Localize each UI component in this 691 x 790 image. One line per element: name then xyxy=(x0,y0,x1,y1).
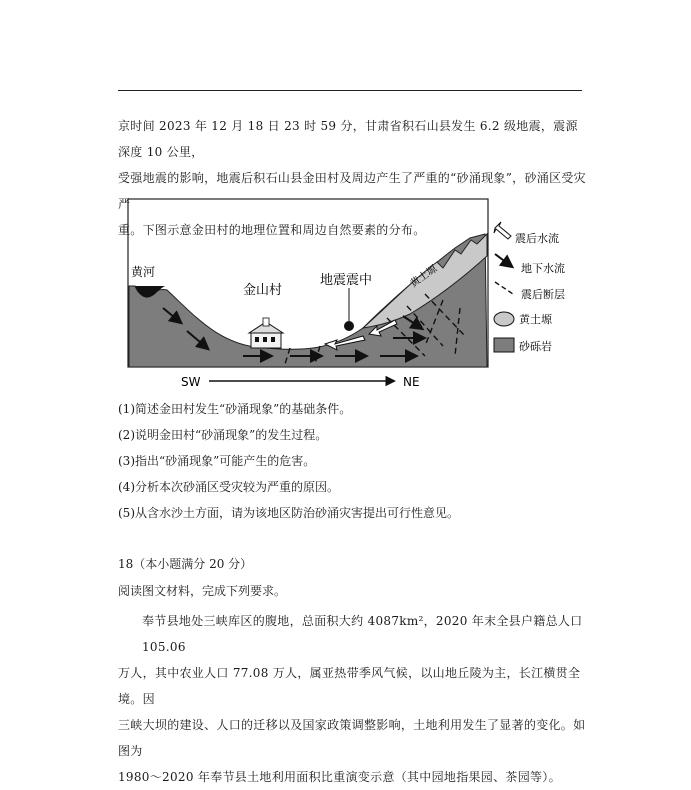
legend-label: 震后断层 xyxy=(521,288,565,301)
passage-line: 1980～2020 年奉节县土地利用面积比重演变示意（其中园地指果园、茶园等）。 xyxy=(118,770,561,784)
epicenter-dot-icon xyxy=(344,321,354,331)
section-instruction: 阅读图文材料，完成下列要求。 xyxy=(118,584,287,598)
village-building-icon xyxy=(249,318,283,348)
question-item: (1)简述金田村发生“砂涌现象”的基础条件。 xyxy=(118,402,352,416)
passage-line: 万人，其中农业人口 77.08 万人，属亚热带季风气候，以山地丘陵为主，长江横贯全境。因 xyxy=(118,666,581,706)
loess-slope-label: 黄土塬 xyxy=(408,263,440,290)
intro-line: 重。下图示意金田村的地理位置和周边自然要素的分布。 xyxy=(118,223,426,237)
dashed-line-icon xyxy=(495,282,513,294)
village-label: 金山村 xyxy=(243,283,283,298)
legend-item-post-quake-flow xyxy=(494,222,559,245)
legend-item-gravel xyxy=(494,338,552,353)
solid-arrow-icon xyxy=(495,254,511,266)
dark-box-icon xyxy=(494,338,514,352)
river-label: 黄河 xyxy=(131,265,156,279)
intro-line: 京时间 2023 年 12 月 18 日 23 时 59 分，甘肃省积石山县发生 6.2 级地震，震源深度 10 公里， xyxy=(118,119,578,159)
epicenter-label: 地震震中 xyxy=(320,273,373,288)
passage-line: 三峡大坝的建设、人口的迁移以及国家政策调整影响，土地利用发生了显著的变化。如图为 xyxy=(118,718,586,758)
ne-label: NE xyxy=(403,375,420,389)
question-list xyxy=(118,402,588,532)
section-header: 18（本小题满分 20 分） xyxy=(118,557,253,571)
light-ellipse-icon xyxy=(494,312,514,326)
passage-line: 奉节县地处三峡库区的腹地，总面积大约 4087km²，2020 年末全县户籍总人口 105.06 xyxy=(142,614,583,654)
legend-label: 砂砾岩 xyxy=(519,340,552,353)
legend xyxy=(494,222,565,353)
header-rule xyxy=(118,90,582,91)
question-item: (3)指出“砂涌现象”可能产生的危害。 xyxy=(118,454,316,468)
diagram-svg xyxy=(125,196,585,392)
legend-label: 地下水流 xyxy=(521,262,565,275)
intro-line: 受强地震的影响，地震后积石山县金田村及周边产生了严重的“砂涌现象”，砂涌区受灾严 xyxy=(118,171,586,211)
legend-label: 震后水流 xyxy=(515,232,559,245)
hollow-arrow-icon xyxy=(494,222,511,239)
legend-item-fault xyxy=(495,282,565,301)
legend-item-groundwater xyxy=(495,254,565,275)
legend-item-loess xyxy=(494,312,553,326)
legend-label: 黄土塬 xyxy=(519,313,552,326)
question-item: (4)分析本次砂涌区受灾较为严重的原因。 xyxy=(118,480,339,494)
gravel-rock-body xyxy=(129,234,487,367)
sw-label: SW xyxy=(181,375,201,389)
question-item: (5)从含水沙土方面，请为该地区防治砂涌灾害提出可行性意见。 xyxy=(118,506,460,520)
question-item: (2)说明金田村“砂涌现象”的发生过程。 xyxy=(118,428,328,442)
passage-paragraph xyxy=(118,608,588,790)
geology-diagram xyxy=(125,196,585,392)
